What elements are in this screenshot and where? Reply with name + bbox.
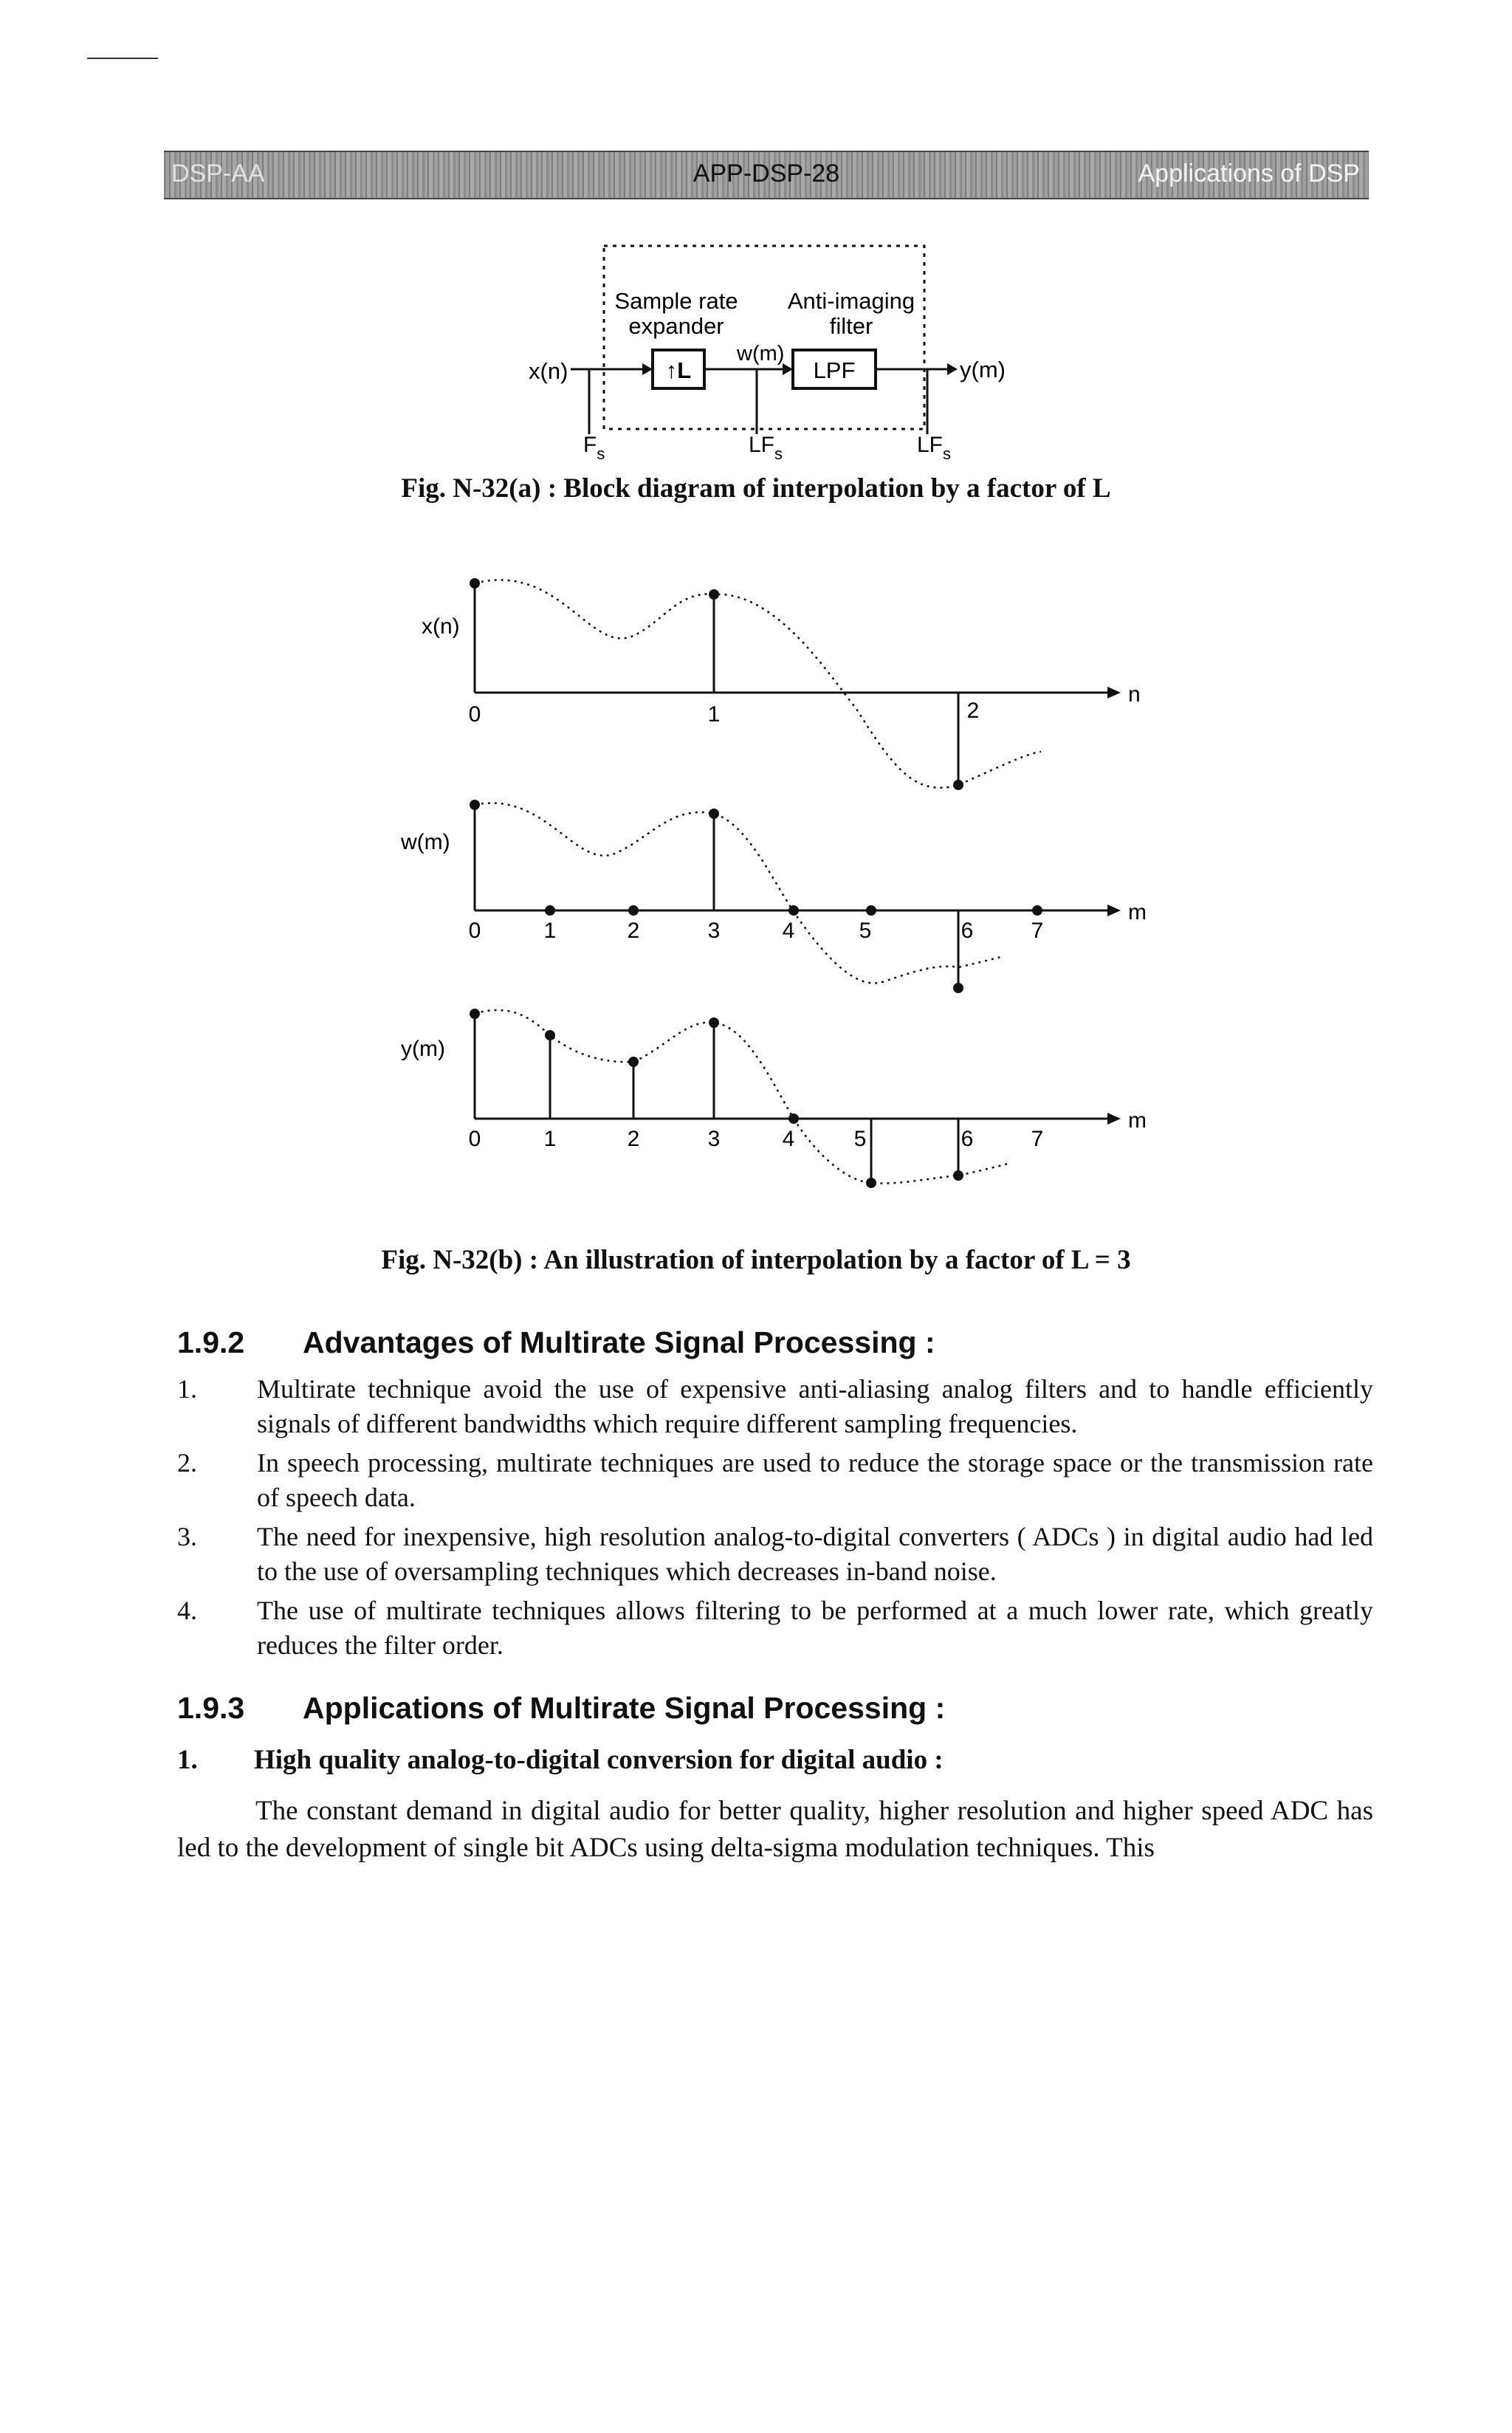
section-number: 1.9.3 bbox=[177, 1691, 245, 1725]
list-item-number: 2. bbox=[177, 1448, 197, 1478]
xn-plot bbox=[422, 578, 1141, 790]
filter-label-line1: Anti-imaging bbox=[787, 288, 915, 314]
ym-sample-point bbox=[628, 1057, 639, 1067]
ym-axis-arrow bbox=[1107, 1113, 1121, 1125]
section-heading-applications bbox=[177, 1691, 945, 1726]
list-item-number: 3. bbox=[177, 1522, 197, 1551]
intermediate-signal-label: w(m) bbox=[737, 342, 785, 366]
list-item bbox=[177, 1446, 1373, 1515]
ym-tick-label: 4 bbox=[782, 1127, 795, 1151]
ym-plot bbox=[401, 1009, 1147, 1188]
ym-tick-label: 0 bbox=[468, 1127, 481, 1151]
ym-tick-label: 5 bbox=[853, 1127, 867, 1151]
output-signal-label: y(m) bbox=[960, 357, 1006, 382]
section-number: 1.9.2 bbox=[177, 1325, 245, 1359]
ym-sample-point bbox=[866, 1178, 876, 1188]
input-signal-label: x(n) bbox=[529, 358, 568, 384]
wm-sample-point bbox=[709, 809, 719, 819]
xn-axis-label: n bbox=[1128, 682, 1141, 707]
wm-label: w(m) bbox=[401, 830, 450, 854]
list-item bbox=[177, 1372, 1373, 1441]
rate-output-label: $LF_s$ bbox=[917, 433, 952, 463]
wm-plot bbox=[400, 800, 1147, 993]
list-item-text: In speech processing, multirate techniques are used to reduce the storage space or the transmission rate of speech data. bbox=[257, 1448, 1373, 1512]
wm-axis-arrow bbox=[1107, 905, 1121, 916]
ym-sample-point bbox=[953, 1170, 963, 1181]
section-title: Advantages of Multirate Signal Processing : bbox=[303, 1325, 935, 1359]
filter-label-line2: filter bbox=[829, 313, 873, 339]
ym-tick-label: 3 bbox=[707, 1127, 721, 1151]
list-item-text: Multirate technique avoid the use of expensive anti-aliasing analog filters and to handle efficiently signals of different bandwidths which require different sampling frequencies. bbox=[257, 1374, 1373, 1438]
list-item-number: 4. bbox=[177, 1596, 197, 1625]
subsection-title: High quality analog-to-digital conversion for digital audio : bbox=[254, 1745, 944, 1775]
list-item-number: 1. bbox=[177, 1374, 197, 1404]
body-paragraph: The constant demand in digital audio for better quality, higher resolution and higher speed ADC has led to the development of single bit ADCs using delta-sigma modulation techniques. This bbox=[177, 1796, 1373, 1863]
wm-tick-label: 2 bbox=[627, 919, 640, 943]
arrow-head bbox=[947, 363, 958, 375]
rate-mid-label: $LF_s$ bbox=[749, 433, 783, 463]
ym-sample-point bbox=[545, 1030, 555, 1040]
wm-tick-label: 3 bbox=[707, 919, 721, 943]
ym-sample-point bbox=[470, 1009, 480, 1019]
subsection-number: 1. bbox=[177, 1745, 198, 1775]
list-item-text: The use of multirate techniques allows filtering to be performed at a much lower rate, which greatly reduces the filter order. bbox=[257, 1596, 1373, 1660]
wm-envelope bbox=[475, 803, 1004, 984]
xn-axis-arrow bbox=[1107, 687, 1121, 699]
wm-zero-sample bbox=[788, 905, 799, 916]
header-chapter-title: Applications of DSP bbox=[1138, 159, 1360, 188]
figure-caption-b: Fig. N-32(b) : An illustration of interpolation by a factor of L = 3 bbox=[381, 1245, 1131, 1275]
xn-label: x(n) bbox=[422, 614, 460, 639]
ym-tick-label: 2 bbox=[627, 1127, 640, 1151]
ym-tick-label: 6 bbox=[961, 1127, 974, 1151]
wm-tick-label: 7 bbox=[1031, 919, 1044, 943]
wm-axis-label: m bbox=[1128, 900, 1147, 924]
xn-envelope bbox=[475, 580, 1041, 787]
wm-tick-label: 4 bbox=[782, 919, 795, 943]
wm-zero-sample bbox=[866, 905, 876, 916]
xn-sample-point bbox=[953, 780, 963, 790]
ym-tick-label: 1 bbox=[543, 1127, 557, 1151]
wm-tick-label: 6 bbox=[961, 919, 974, 943]
expander-label-line2: expander bbox=[628, 313, 724, 339]
interpolation-illustration bbox=[0, 546, 1512, 1255]
wm-zero-sample bbox=[545, 905, 555, 916]
xn-tick-label: 0 bbox=[468, 702, 481, 727]
wm-sample-point bbox=[470, 800, 480, 810]
interpolator-block-diagram bbox=[0, 0, 1512, 487]
arrow-head bbox=[642, 363, 653, 375]
ym-sample-point bbox=[709, 1018, 719, 1028]
expander-block-label: ↑L bbox=[665, 357, 692, 383]
ym-axis-label: m bbox=[1128, 1108, 1147, 1133]
wm-zero-sample bbox=[1032, 905, 1042, 916]
header-page-number: APP-DSP-28 bbox=[693, 159, 840, 188]
xn-tick-label: 2 bbox=[966, 699, 980, 723]
rate-input-label: $F_s$ bbox=[583, 433, 605, 463]
xn-sample-point bbox=[470, 578, 480, 588]
ym-label: y(m) bbox=[401, 1037, 445, 1061]
list-item-text: The need for inexpensive, high resolution analog-to-digital converters ( ADCs ) in digital audio had led to the use of oversampling techniques which decreases in-band noise. bbox=[257, 1522, 1373, 1586]
ym-tick-label: 7 bbox=[1031, 1127, 1044, 1151]
subsection-heading bbox=[177, 1744, 944, 1776]
wm-sample-point bbox=[953, 983, 963, 993]
lpf-block-label: LPF bbox=[813, 357, 856, 383]
section-title: Applications of Multirate Signal Processing : bbox=[303, 1691, 946, 1725]
ym-sample-point bbox=[788, 1113, 799, 1124]
list-item bbox=[177, 1520, 1373, 1589]
wm-tick-label: 0 bbox=[468, 919, 481, 943]
list-item bbox=[177, 1593, 1373, 1663]
section-heading-advantages bbox=[177, 1325, 935, 1360]
wm-tick-label: 1 bbox=[543, 919, 557, 943]
xn-tick-label: 1 bbox=[707, 702, 721, 727]
xn-sample-point bbox=[709, 589, 719, 600]
header-left-text: DSP-AA bbox=[171, 159, 265, 188]
wm-tick-label: 5 bbox=[859, 919, 872, 943]
wm-zero-sample bbox=[628, 905, 639, 916]
expander-label-line1: Sample rate bbox=[614, 288, 738, 314]
figure-caption-a: Fig. N-32(a) : Block diagram of interpolation by a factor of L bbox=[401, 473, 1111, 504]
